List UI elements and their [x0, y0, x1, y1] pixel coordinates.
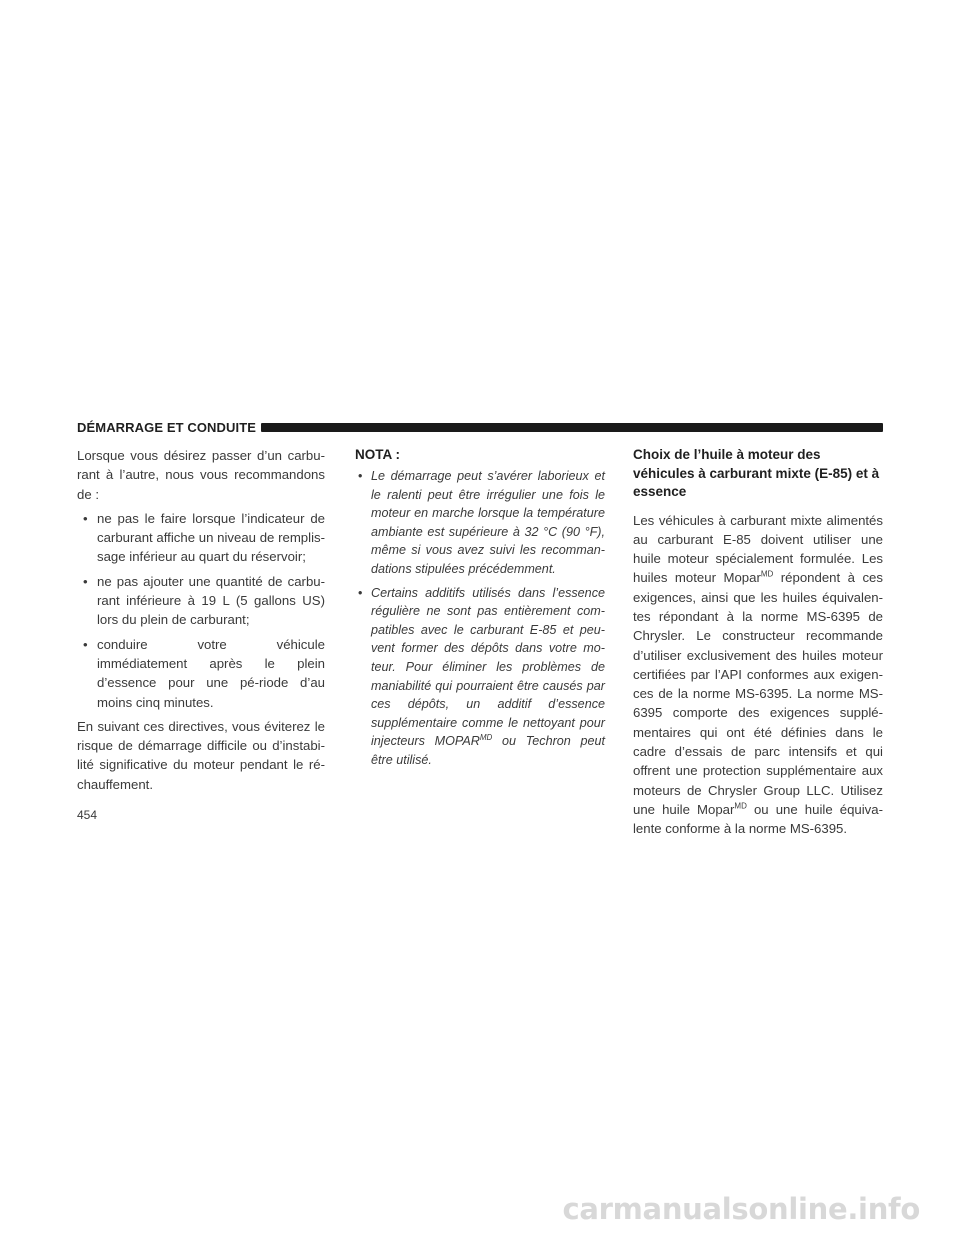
nota-item-text: Certains additifs utilisés dans l’essence régulière ne sont pas entièrement com-patibles avec le carburant E-85 et peu-vent former des dépôts dans votre mo-teur. Pour éliminer les problèmes de maniabilité qui pourraient être causés par ces dépôts, un additif d’essence supplémentaire comme le nettoyant pour injecteurs MOPAR	[371, 585, 605, 749]
bullet-icon: •	[83, 636, 88, 652]
nota-item	[355, 584, 605, 770]
outro-paragraph: En suivant ces directives, vous éviterez le risque de démarrage difficile ou d’instabi-lité significative du moteur pendant le ré-chauffement.	[77, 718, 325, 792]
list-item	[77, 572, 325, 630]
page-number: 454	[77, 808, 98, 822]
bullet-icon: •	[358, 585, 363, 600]
body-text-part: répondent à ces exigences, ainsi que les huiles équivalen-tes répondant à la norme MS-6395 de Chrysler. Le constructeur recommande d’utiliser exclusivement des huiles moteur certifiées par l’API conformes aux exigen-ces de la norme MS-6395. La norme MS-6395 comporte des exigences supplé-mentaires qui ont été définies dans le cadre d’essais de parc intensifs et qui offrent une protection supplémentaire aux moteurs de Chrysler Group LLC. Utilisez une huile Mopar	[633, 570, 883, 817]
section-header-title: DÉMARRAGE ET CONDUITE	[77, 419, 257, 435]
nota-item	[355, 467, 605, 579]
column-right	[633, 446, 883, 839]
bullet-icon: •	[358, 469, 363, 483]
header-rule-bar	[261, 423, 883, 432]
watermark: carmanualsonline.info	[562, 1192, 920, 1226]
intro-paragraph: Lorsque vous désirez passer d’un carbu-rant à l’autre, nous vous recommandons de :	[77, 448, 325, 502]
trademark-superscript: MD	[479, 733, 493, 743]
nota-item-text: Le démarrage peut s’avérer laborieux et le ralenti peut être irrégulier une fois le moteur en marche lorsque la température ambiante est supérieure à 32 °C (90 °F), même si vous avez suivi les recomman-dations stipulées précédemment.	[371, 469, 605, 576]
body-paragraph	[633, 511, 883, 839]
column-middle	[355, 446, 605, 775]
list-item-text: conduire votre véhicule immédiatement après le plein d’essence pour une pé-riode d’au moins cinq minutes.	[97, 636, 325, 710]
list-item-text: ne pas le faire lorsque l’indicateur de carburant affiche un niveau de remplis-sage inférieur au quart du réservoir;	[97, 510, 325, 565]
column-left	[77, 446, 325, 794]
body-text-part: Les véhicules à carburant mixte alimentés au carburant E-85 doivent utiliser une huile moteur spécialement formulée. Les huiles moteur Mopar	[633, 512, 883, 586]
list-item-text: ne pas ajouter une quantité de carbu-rant inférieure à 19 L (5 gallons US) lors du plein de carburant;	[97, 573, 325, 628]
running-header	[77, 418, 883, 436]
list-item	[77, 509, 325, 567]
bullet-icon: •	[83, 573, 88, 589]
bullet-icon: •	[83, 510, 88, 526]
list-item	[77, 635, 325, 712]
trademark-superscript: MD	[760, 570, 774, 579]
nota-heading: NOTA :	[355, 447, 400, 462]
body-text-part: ou une huile équiva-lente conforme à la norme MS-6395.	[633, 801, 883, 837]
section-heading: Choix de l’huile à moteur des véhicules à carburant mixte (E-85) et à essence	[633, 447, 880, 499]
trademark-superscript: MD	[734, 801, 747, 811]
nota-item-text-end: ou Techron peut être utilisé.	[371, 734, 605, 767]
